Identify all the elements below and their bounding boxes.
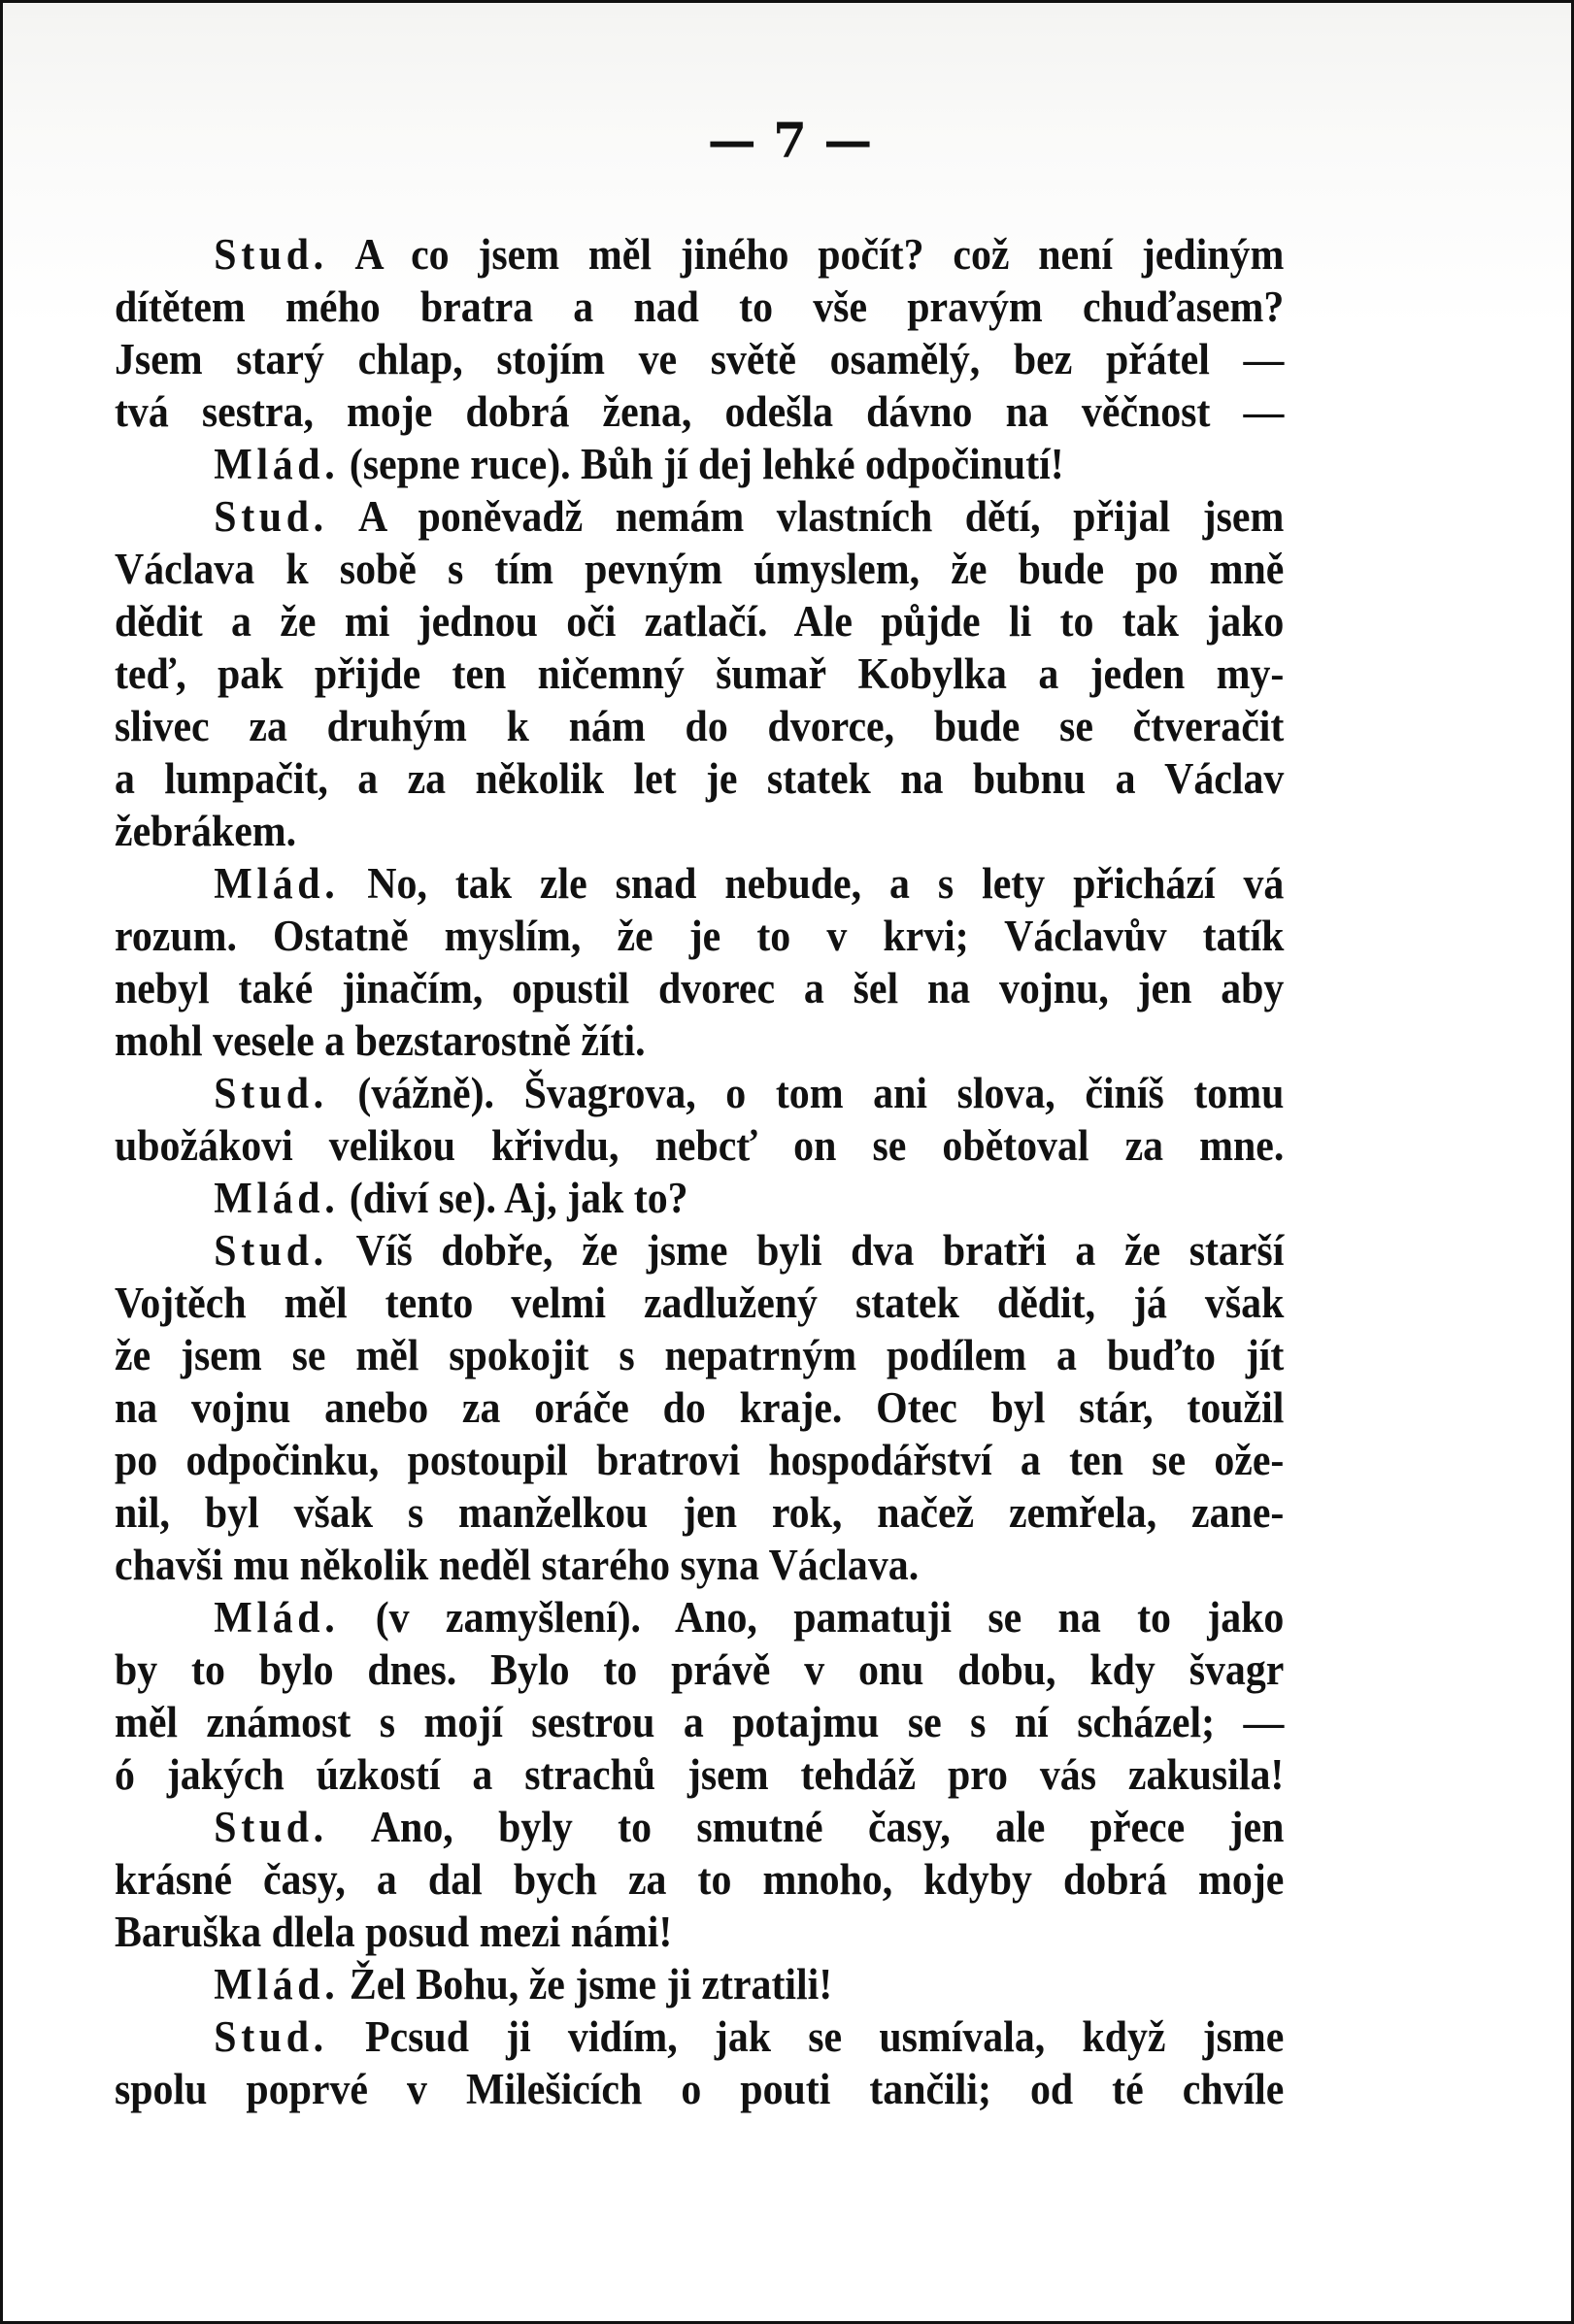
line-text: (v zamyšlení). Ano, pamatuji se na to jako	[339, 1593, 1285, 1642]
text-line	[115, 281, 1284, 333]
line-text: že jsem se měl spokojit s nepatrným podílem a buďto jít	[115, 1331, 1285, 1379]
line-text: krásné časy, a dal bych za to mnoho, kdyby dobrá moje	[115, 1855, 1285, 1904]
text-line	[115, 385, 1284, 438]
text-line	[115, 1486, 1284, 1539]
text-line	[115, 595, 1284, 647]
line-text: Václava k sobě s tím pevným úmyslem, že bude po mně	[115, 545, 1285, 593]
line-text: ó jakých úzkostí a strachů jsem tehdáž pro vás zakusila!	[115, 1750, 1285, 1799]
line-text: No, tak zle snad nebude, a s lety přichází vá	[339, 859, 1285, 908]
text-line	[115, 1801, 1284, 1853]
speaker-name: Mlád.	[214, 859, 340, 908]
line-text: měl známost s mojí sestrou a potajmu se s ní scházel; —	[115, 1698, 1285, 1746]
line-text: mohl vesele a bezstarostně žíti.	[115, 1016, 646, 1065]
speaker-name: Mlád.	[214, 1593, 340, 1642]
line-text: a lumpačit, a za několik let je statek na bubnu a Václav	[115, 754, 1285, 803]
text-line	[115, 1434, 1284, 1486]
text-line	[115, 1119, 1284, 1172]
text-line	[115, 1277, 1284, 1329]
line-text: Baruška dlela posud mezi námi!	[115, 1908, 673, 1956]
line-text: Pcsud ji vidím, jak se usmívala, když jsme	[327, 2012, 1285, 2061]
text-line	[115, 962, 1284, 1014]
text-line	[115, 1643, 1284, 1696]
line-text: spolu poprvé v Milešicích o pouti tančili; od té chvíle	[115, 2065, 1285, 2113]
page-number: — 7 —	[707, 112, 873, 169]
speaker-name: Mlád.	[214, 1174, 340, 1222]
text-line	[115, 1539, 1284, 1591]
text-line	[115, 1172, 1284, 1224]
text-line	[115, 1696, 1284, 1748]
text-body	[115, 228, 1284, 2115]
line-text: na vojnu anebo za oráče do kraje. Otec byl stár, toužil	[115, 1383, 1285, 1432]
line-text: (sepne ruce). Bůh jí dej lehké odpočinutí!	[339, 440, 1064, 488]
text-line	[115, 1067, 1284, 1119]
speaker-name: Stud.	[214, 492, 328, 541]
line-text: nil, byl však s manželkou jen rok, načež zemřela, zane-	[115, 1488, 1285, 1537]
speaker-name: Stud.	[214, 1226, 328, 1275]
text-line	[115, 910, 1284, 962]
line-text: (diví se). Aj, jak to?	[339, 1174, 688, 1222]
speaker-name: Stud.	[214, 1069, 328, 1117]
text-line	[115, 1906, 1284, 1958]
line-text: tvá sestra, moje dobrá žena, odešla dávno na věčnost —	[115, 387, 1285, 436]
line-text: Jsem starý chlap, stojím ve světě osamělý, bez přátel —	[115, 335, 1285, 383]
text-line	[115, 1591, 1284, 1643]
text-line	[115, 438, 1284, 490]
text-line	[115, 2010, 1284, 2063]
text-line	[115, 1381, 1284, 1434]
speaker-name: Stud.	[214, 230, 328, 279]
text-line	[115, 805, 1284, 857]
line-text: (vážně). Švagrova, o tom ani slova, činíš tomu	[327, 1069, 1285, 1117]
line-text: by to bylo dnes. Bylo to právě v onu dobu, kdy švagr	[115, 1645, 1285, 1694]
line-text: rozum. Ostatně myslím, že je to v krvi; Václavův tatík	[115, 912, 1285, 960]
text-line	[115, 543, 1284, 595]
text-line	[115, 1224, 1284, 1277]
line-text: po odpočinku, postoupil bratrovi hospodářství a ten se ože-	[115, 1436, 1285, 1484]
text-line	[115, 490, 1284, 543]
text-line	[115, 752, 1284, 805]
text-line	[115, 2063, 1284, 2115]
line-text: chavši mu několik neděl starého syna Václava.	[115, 1541, 920, 1589]
line-text: Žel Bohu, že jsme ji ztratili!	[339, 1960, 833, 2009]
text-line	[115, 1748, 1284, 1801]
text-line	[115, 333, 1284, 385]
speaker-name: Stud.	[214, 2012, 328, 2061]
text-line	[115, 1014, 1284, 1067]
speaker-name: Mlád.	[214, 440, 340, 488]
text-line	[115, 228, 1284, 281]
speaker-name: Stud.	[214, 1803, 328, 1851]
line-text: slivec za druhým k nám do dvorce, bude se čtveračit	[115, 702, 1285, 750]
line-text: teď, pak přijde ten ničemný šumař Kobylka a jeden my-	[115, 649, 1285, 698]
text-line	[115, 1329, 1284, 1381]
text-line	[115, 1958, 1284, 2010]
line-text: dítětem mého bratra a nad to vše pravým chuďasem?	[115, 282, 1285, 331]
line-text: Víš dobře, že jsme byli dva bratři a že starší	[327, 1226, 1285, 1275]
line-text: A co jsem měl jiného počít? což není jediným	[327, 230, 1285, 279]
line-text: Vojtěch měl tento velmi zadlužený statek dědit, já však	[115, 1278, 1285, 1327]
line-text: Ano, byly to smutné časy, ale přece jen	[327, 1803, 1285, 1851]
speaker-name: Mlád.	[214, 1960, 340, 2009]
line-text: A poněvadž nemám vlastních dětí, přijal jsem	[327, 492, 1285, 541]
line-text: žebrákem.	[115, 807, 297, 855]
text-line	[115, 700, 1284, 752]
line-text: nebyl také jinačím, opustil dvorec a šel na vojnu, jen aby	[115, 964, 1285, 1013]
text-line	[115, 857, 1284, 910]
line-text: dědit a že mi jednou oči zatlačí. Ale půjde li to tak jako	[115, 597, 1285, 646]
text-line	[115, 1853, 1284, 1906]
text-line	[115, 647, 1284, 700]
line-text: ubožákovi velikou křivdu, nebcť on se obětoval za mne.	[115, 1121, 1285, 1170]
